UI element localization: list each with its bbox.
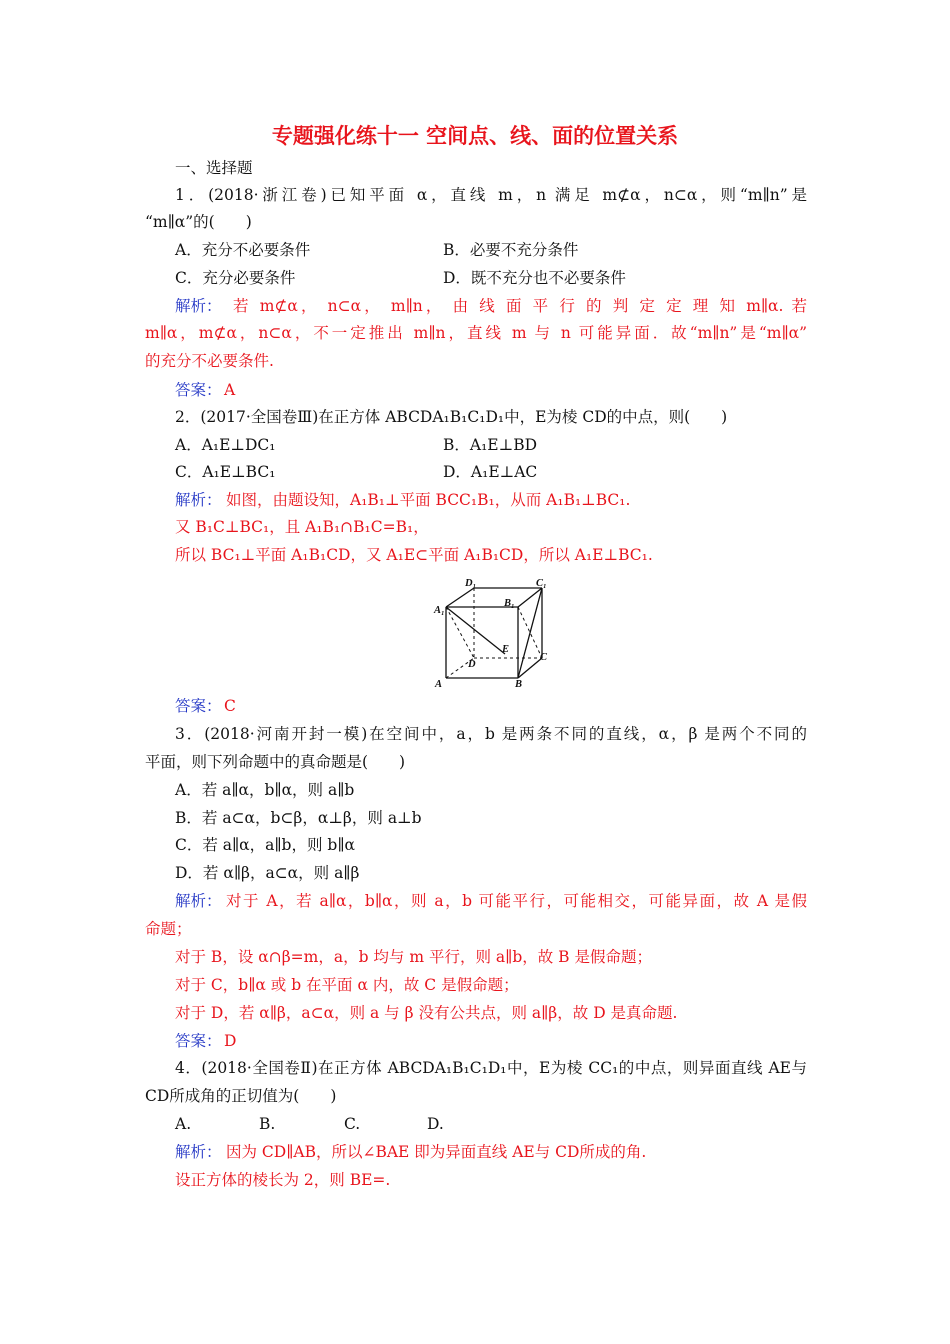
q4-option-c: C.: [344, 1115, 361, 1133]
q4-option-d: D.: [427, 1115, 444, 1133]
q3-solution-line3: 对于 B，设 α∩β=m，a，b 均与 m 平行，则 a∥b，故 B 是假命题；: [175, 948, 652, 966]
label-e: E: [502, 644, 510, 655]
q4-stem-line2: CD所成角的正切值为( ): [145, 1087, 337, 1105]
q4-solution-line2: 设正方体的棱长为 2，则 BE=.: [175, 1171, 391, 1189]
label-d1: D₁: [465, 578, 477, 589]
label-b1: B₁: [504, 598, 515, 609]
label-a: A: [435, 679, 443, 690]
q2-solution-label: 解析：: [175, 491, 222, 509]
label-a1: A₁: [434, 605, 445, 616]
q3-answer-label: 答案：: [175, 1032, 222, 1050]
q1-solution-label: 解析：: [175, 297, 222, 315]
edge-bc: [518, 658, 542, 678]
q1-option-b: B．必要不充分条件: [443, 241, 579, 259]
label-b: B: [515, 679, 523, 690]
q1-solution-line3: 的充分不必要条件.: [145, 352, 274, 370]
segment-a1e: [446, 607, 505, 654]
q2-solution-line3: 所以 BC₁⊥平面 A₁B₁CD，又 A₁E⊂平面 A₁B₁CD，所以 A₁E⊥BC₁.: [175, 546, 653, 564]
q3-solution-line1: 对于 A，若 a∥α，b∥α，则 a，b 可能平行，可能相交，可能异面，故 A 是假: [226, 892, 807, 910]
q3-stem-line2: 平面，则下列命题中的真命题是( ): [145, 753, 406, 771]
q3-option-a: A．若 a∥α，b∥α，则 a∥b: [175, 781, 355, 799]
q2-answer: C: [224, 697, 236, 715]
q2-option-a: A．A₁E⊥DC₁: [175, 436, 276, 454]
label-d: D: [468, 659, 476, 670]
label-c: C: [540, 652, 548, 663]
edge-b1c1: [518, 588, 542, 607]
q1-option-a: A．充分不必要条件: [175, 241, 311, 259]
q4-option-b: B.: [259, 1115, 276, 1133]
q2-option-d: D．A₁E⊥AC: [443, 463, 538, 481]
q2-option-c: C．A₁E⊥BC₁: [175, 463, 276, 481]
q1-stem-line2: “m∥α”的( ): [145, 213, 252, 231]
q3-solution-label: 解析：: [175, 892, 222, 910]
segment-a1d-hidden: [446, 607, 474, 658]
q4-stem-line1: 4．(2018·全国卷Ⅱ)在正方体 ABCDA₁B₁C₁D₁中，E为棱 CC₁的中点，则异面直线 AE与: [175, 1059, 807, 1077]
q3-option-d: D．若 α∥β，a⊂α，则 a∥β: [175, 864, 360, 882]
q1-solution-line1: 若 m⊄α， n⊂α， m∥n， 由 线 面 平 行 的 判 定 定 理 知 m∥α. 若: [233, 297, 807, 315]
q2-stem: 2．(2017·全国卷Ⅲ)在正方体 ABCDA₁B₁C₁D₁中，E为棱 CD的中点，则( ): [175, 408, 728, 426]
q3-answer: D: [224, 1032, 237, 1050]
label-c1: C₁: [536, 578, 547, 589]
q2-option-b: B．A₁E⊥BD: [443, 436, 538, 454]
section-heading: 一、选择题: [175, 159, 253, 177]
q1-stem-line1: 1．(2018·浙江卷)已知平面 α，直线 m，n 满足 m⊄α，n⊂α，则“m∥n”是: [175, 186, 807, 204]
q3-option-b: B．若 a⊂α，b⊂β，α⊥β，则 a⊥b: [175, 809, 422, 827]
q1-answer-label: 答案：: [175, 381, 222, 399]
edge-a1d1: [446, 588, 474, 607]
segment-bc1: [518, 588, 542, 678]
q1-option-c: C．充分必要条件: [175, 269, 296, 287]
cube-figure: [432, 575, 552, 690]
q1-answer: A: [224, 381, 236, 399]
q2-answer-label: 答案：: [175, 697, 222, 715]
q4-solution-label: 解析：: [175, 1143, 222, 1161]
q2-solution-line2: 又 B₁C⊥BC₁，且 A₁B₁∩B₁C=B₁，: [175, 518, 429, 536]
q3-solution-line2: 命题；: [145, 920, 192, 938]
q1-option-d: D．既不充分也不必要条件: [443, 269, 626, 287]
q2-solution-line1: 如图，由题设知，A₁B₁⊥平面 BCC₁B₁，从而 A₁B₁⊥BC₁.: [226, 491, 631, 509]
q3-stem-line1: 3．(2018·河南开封一模)在空间中，a，b 是两条不同的直线，α，β 是两个不同的: [175, 725, 807, 743]
q1-solution-line2: m∥α，m⊄α，n⊂α，不一定推出 m∥n，直线 m 与 n 可能异面．故“m∥n”是“m∥α”: [145, 324, 807, 342]
q3-solution-line5: 对于 D，若 α∥β，a⊂α，则 a 与 β 没有公共点，则 a∥β，故 D 是真命题.: [175, 1004, 678, 1022]
q3-option-c: C．若 a∥α，a∥b，则 b∥α: [175, 836, 355, 854]
q3-solution-line4: 对于 C，b∥α 或 b 在平面 α 内，故 C 是假命题；: [175, 976, 519, 994]
page-title: 专题强化练十一 空间点、线、面的位置关系: [271, 124, 679, 148]
q4-option-a: A.: [175, 1115, 192, 1133]
q4-solution-line1: 因为 CD∥AB，所以∠BAE 即为异面直线 AE与 CD所成的角.: [226, 1143, 647, 1161]
